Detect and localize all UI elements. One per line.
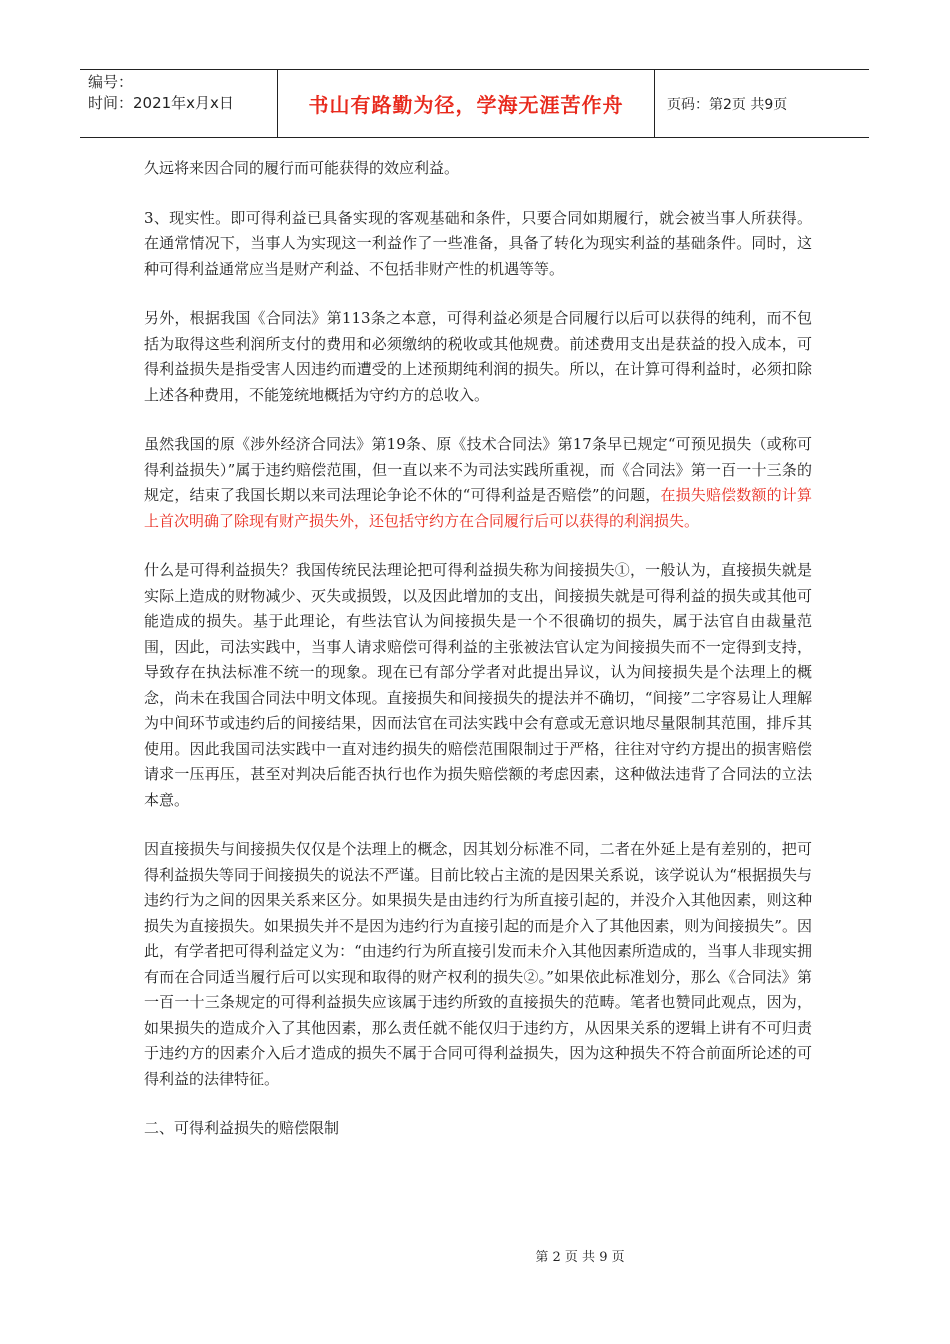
document-number: 编号： — [88, 73, 134, 91]
document-date: 时间：2021年x月x日 — [88, 94, 234, 112]
paragraph — [144, 432, 812, 534]
footer-page-number: 第 2 页 共 9 页 — [535, 1250, 625, 1265]
header-motto: 书山有路勤为径，学海无涯苦作舟 — [278, 70, 655, 137]
page-footer — [0, 1246, 950, 1265]
header-page-info: 页码：第2页 共9页 — [667, 96, 788, 113]
paragraph: 因直接损失与间接损失仅仅是个法理上的概念，因其划分标准不同，二者在外延上是有差别的，把可得利益损失等同于间接损失的说法不严谨。目前比较占主流的是因果关系说，该学说认为“根据损失与违约行为之间的因果关系来区分。如果损失是由违约行为所直接引起的，并没介入其他因素，则这种损失为直接损失。如果损失并不是因为违约行为直接引起的而是介入了其他因素，则为间接损失”。因此，有学者把可得利益定义为：“由违约行为所直接引发而未介入其他因素所造成的，当事人非现实拥有而在合同适当履行后可以实现和取得的财产权利的损失②。”如果依此标准划分，那么《合同法》第一百一十三条规定的可得利益损失应该属于违约所致的直接损失的范畴。笔者也赞同此观点，因为，如果损失的造成介入了其他因素，那么责任就不能仅归于违约方，从因果关系的逻辑上讲有不可归责于违约方的因素介入后才造成的损失不属于合同可得利益损失，因为这种损失不符合前面所论述的可得利益的法律特征。 — [144, 840, 812, 1088]
highlighted-text: 在损失赔偿数额的计算上首次明确了除现有财产损失外，还包括守约方在合同履行后可以获得的利润损失。 — [144, 486, 812, 530]
paragraph: 3、现实性。即可得利益已具备实现的客观基础和条件，只要合同如期履行，就会被当事人所获得。在通常情况下，当事人为实现这一利益作了一些准备，具备了转化为现实利益的基础条件。同时，这种可得利益通常应当是财产利益、不包括非财产性的机遇等等。 — [144, 208, 812, 278]
paragraph: 久远将来因合同的履行而可能获得的效应利益。 — [144, 159, 460, 177]
page-header — [80, 69, 869, 138]
section-heading: 二、可得利益损失的赔偿限制 — [144, 1119, 340, 1137]
paragraph-text: 虽然我国的原《涉外经济合同法》第19条、原《技术合同法》第17条早已规定“可预见损失（或称可得利益损失）”属于违约赔偿范围，但一直以来不为司法实践所重视，而《合同法》第一百一十三条的规定，结束了我国长期以来司法理论争论不休的“可得利益是否赔偿”的问题， — [144, 435, 812, 504]
header-meta — [80, 70, 278, 137]
document-body — [144, 156, 812, 1166]
paragraph: 什么是可得利益损失？我国传统民法理论把可得利益损失称为间接损失①，一般认为，直接损失就是实际上造成的财物减少、灭失或损毁，以及因此增加的支出，间接损失就是可得利益的损失或其他可能造成的损失。基于此理论，有些法官认为间接损失是一个不很确切的损失，属于法官自由裁量范围，因此，司法实践中，当事人请求赔偿可得利益的主张被法官认定为间接损失而不一定得到支持，导致存在执法标准不统一的现象。现在已有部分学者对此提出异议，认为间接损失是个法理上的概念，尚未在我国合同法中明文体现。直接损失和间接损失的提法并不确切，“间接”二字容易让人理解为中间环节或违约后的间接结果，因而法官在司法实践中会有意或无意识地尽量限制其范围，排斥其使用。因此我国司法实践中一直对违约损失的赔偿范围限制过于严格，往往对守约方提出的损害赔偿请求一压再压，甚至对判决后能否执行也作为损失赔偿额的考虑因素，这种做法违背了合同法的立法本意。 — [144, 561, 812, 809]
paragraph: 另外，根据我国《合同法》第113条之本意，可得利益必须是合同履行以后可以获得的纯利，而不包括为取得这些利润所支付的费用和必须缴纳的税收或其他规费。前述费用支出是获益的投入成本，可得利益损失是指受害人因违约而遭受的上述预期纯利润的损失。所以，在计算可得利益时，必须扣除上述各种费用，不能笼统地概括为守约方的总收入。 — [144, 309, 812, 404]
